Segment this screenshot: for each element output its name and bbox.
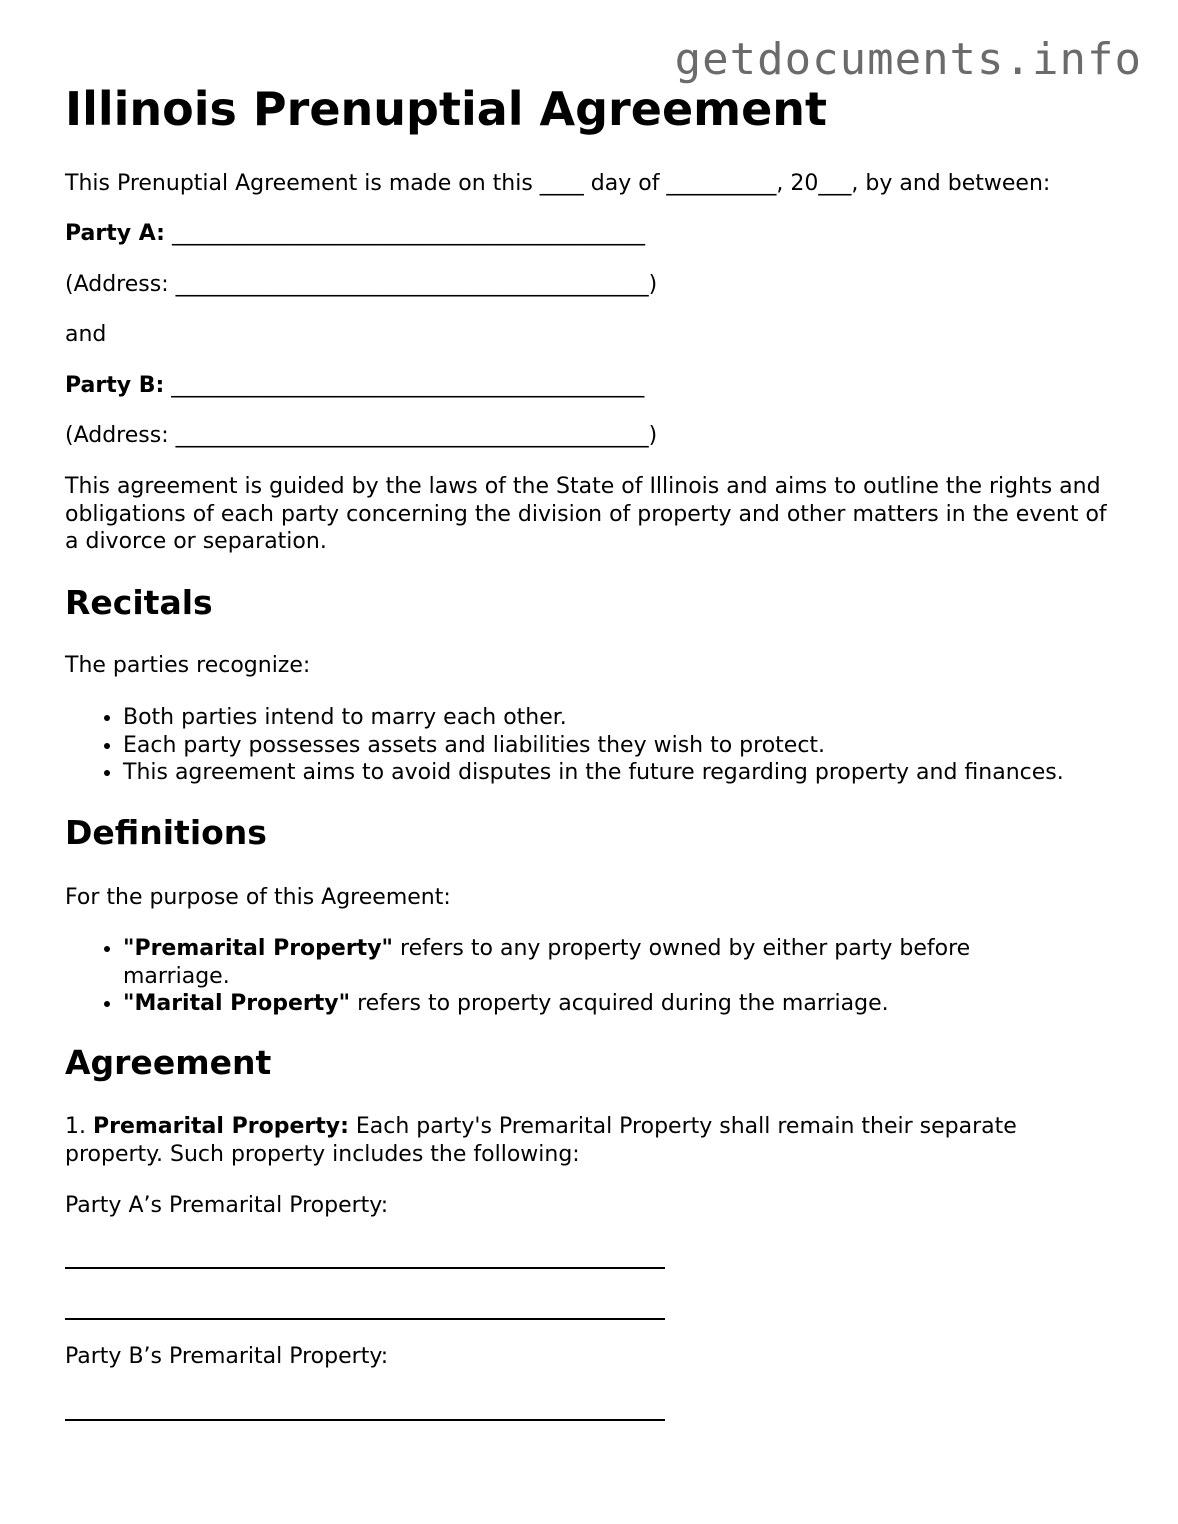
recital-item: • Both parties intend to marry each other. [123,704,1125,732]
party-b-property-label: Party B’s Premarital Property: [65,1344,389,1369]
definitions-intro: For the purpose of this Agreement: [65,885,451,910]
intro-line: This Prenuptial Agreement is made on this ____ day of __________, 20___, by and between: [65,171,1051,196]
definition-term: "Premarital Property" [123,936,394,961]
document-title: Illinois Prenuptial Agreement [65,82,828,136]
party-a-label: Party A: [65,221,165,246]
party-b-name-blank: ___________________________________________ [164,373,645,398]
party-a-address: (Address: ___________________________________________) [65,272,658,297]
watermark: getdocuments.info [674,34,1142,85]
party-a-name-blank: ___________________________________________ [164,221,645,246]
party-b-address: (Address: ___________________________________________) [65,423,658,448]
party-a-property-blank-line [65,1318,665,1320]
recitals-heading: Recitals [65,583,213,622]
recitals-intro: The parties recognize: [65,653,311,678]
clause-1 [65,1113,1085,1168]
clause-1-term: Premarital Property: [92,1114,349,1139]
definitions-heading: Definitions [65,813,267,852]
definitions-list [65,935,1003,1018]
party-b-line [65,372,644,400]
party-a-property-label: Party A’s Premarital Property: [65,1193,389,1218]
definition-text: refers to any property owned by either party before marriage. [123,936,971,989]
agreement-heading: Agreement [65,1043,272,1082]
definition-item [123,935,1003,990]
clause-1-number: 1. [65,1114,93,1139]
party-b-label: Party B: [65,373,165,398]
recital-item: • This agreement aims to avoid disputes in the future regarding property and finances. [123,759,1125,787]
party-a-line [65,220,645,248]
definition-text: refers to property acquired during the marriage. [350,991,889,1016]
recitals-list [65,704,1125,787]
definition-item [123,990,1003,1018]
definition-term: "Marital Property" [123,991,351,1016]
party-b-property-blank-line [65,1419,665,1421]
recital-item: • Each party possesses assets and liabilities they wish to protect. [123,732,1125,760]
and-text: and [65,322,107,347]
governing-law-paragraph: This agreement is guided by the laws of the State of Illinois and aims to outline the rights and obligations of each party concerning the division of property and other matters in the event of a divorce or separation. [65,474,1107,554]
party-a-property-blank-line [65,1267,665,1269]
clause-1-text: Each party's Premarital Property shall remain their separate property. Such property includes the following: [65,1114,1017,1167]
